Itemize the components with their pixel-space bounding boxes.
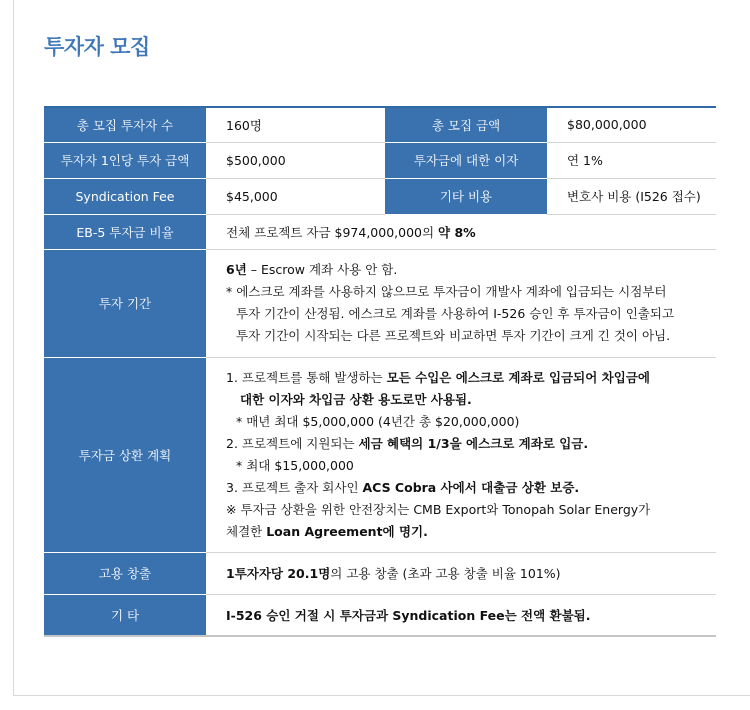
- row-value: I-526 승인 거절 시 투자금과 Syndication Fee는 전액 환불됨.: [206, 594, 716, 636]
- row-value: $80,000,000: [547, 107, 716, 142]
- ratio-text: 전체 프로젝트 자금 $974,000,000의: [226, 224, 439, 240]
- table-row: [44, 142, 716, 178]
- table-row: [44, 249, 716, 357]
- text-line: [226, 477, 706, 499]
- text-line: [226, 367, 706, 389]
- row-value: 변호사 비용 (I526 접수): [547, 178, 716, 214]
- row-header: 투자금에 대한 이자: [385, 142, 547, 178]
- text-emphasis: ACS Cobra 사에서 대출금 상환 보증.: [362, 479, 580, 495]
- period-note: – Escrow 계좌 사용 안 함.: [246, 262, 398, 277]
- text-segment: 체결한: [226, 523, 267, 539]
- row-value: $45,000: [206, 178, 385, 214]
- row-value: [206, 249, 716, 357]
- table-row: [44, 178, 716, 214]
- table-row: [44, 552, 716, 594]
- row-header: Syndication Fee: [44, 178, 206, 214]
- row-value: [206, 357, 716, 552]
- row-header: 기 타: [44, 594, 206, 636]
- investment-info-table: [44, 106, 716, 637]
- ratio-value: 약 8%: [438, 224, 476, 240]
- table-row: [44, 107, 716, 142]
- text-line: * 최대 $15,000,000: [236, 457, 354, 473]
- row-header: 기타 비용: [385, 178, 547, 214]
- row-header: 총 모집 금액: [385, 107, 547, 142]
- text-segment: 1. 프로젝트를 통해 발생하는: [226, 369, 387, 385]
- jobs-note: 의 고용 창출 (초과 고용 창출 비율 101%): [330, 566, 561, 581]
- text-line: [226, 259, 706, 281]
- text-emphasis: 모든 수입은 에스크로 계좌로 입금되어 차입금에: [386, 369, 650, 385]
- row-header: EB-5 투자금 비율: [44, 214, 206, 249]
- text-line: [226, 521, 706, 543]
- text-emphasis: 대한 이자와 차입금 상환 용도로만 사용됨.: [240, 391, 472, 407]
- text-line: [226, 389, 706, 411]
- row-value: 160명: [206, 107, 385, 142]
- text-segment: 3. 프로젝트 출자 회사인: [226, 479, 363, 495]
- text-line: 투자 기간이 시작되는 다른 프로젝트와 비교하면 투자 기간이 크게 긴 것이 아님.: [236, 328, 671, 343]
- table-row: [44, 357, 716, 552]
- text-emphasis: Loan Agreement에 명기.: [266, 523, 428, 539]
- jobs-value: 1투자자당 20.1명: [226, 566, 331, 581]
- row-header: 총 모집 투자자 수: [44, 107, 206, 142]
- text-line: ※ 투자금 상환을 위한 안전장치는 CMB Export와 Tonopah Solar Energy가: [226, 501, 651, 517]
- text-line: [226, 433, 706, 455]
- period-value: 6년: [226, 262, 247, 277]
- row-value: 연 1%: [547, 142, 716, 178]
- row-header: 투자금 상환 계획: [44, 357, 206, 552]
- row-header: 투자자 1인당 투자 금액: [44, 142, 206, 178]
- text-emphasis: 세금 혜택의 1/3을 에스크로 계좌로 입금.: [358, 435, 589, 451]
- text-line: * 매년 최대 $5,000,000 (4년간 총 $20,000,000): [236, 413, 520, 429]
- text-segment: 2. 프로젝트에 지원되는: [226, 435, 359, 451]
- row-value: $500,000: [206, 142, 385, 178]
- row-header: 투자 기간: [44, 249, 206, 357]
- table-row: [44, 214, 716, 249]
- table-row: [44, 594, 716, 636]
- row-header: 고용 창출: [44, 552, 206, 594]
- text-line: * 에스크로 계좌를 사용하지 않으므로 투자금이 개발사 계좌에 입금되는 시점부터: [226, 284, 667, 299]
- row-value: [206, 214, 716, 249]
- page-title: 투자자 모집: [44, 35, 150, 59]
- text-line: 투자 기간이 산정됨. 에스크로 계좌를 사용하여 I-526 승인 후 투자금이 인출되고: [236, 306, 675, 321]
- row-value: [206, 552, 716, 594]
